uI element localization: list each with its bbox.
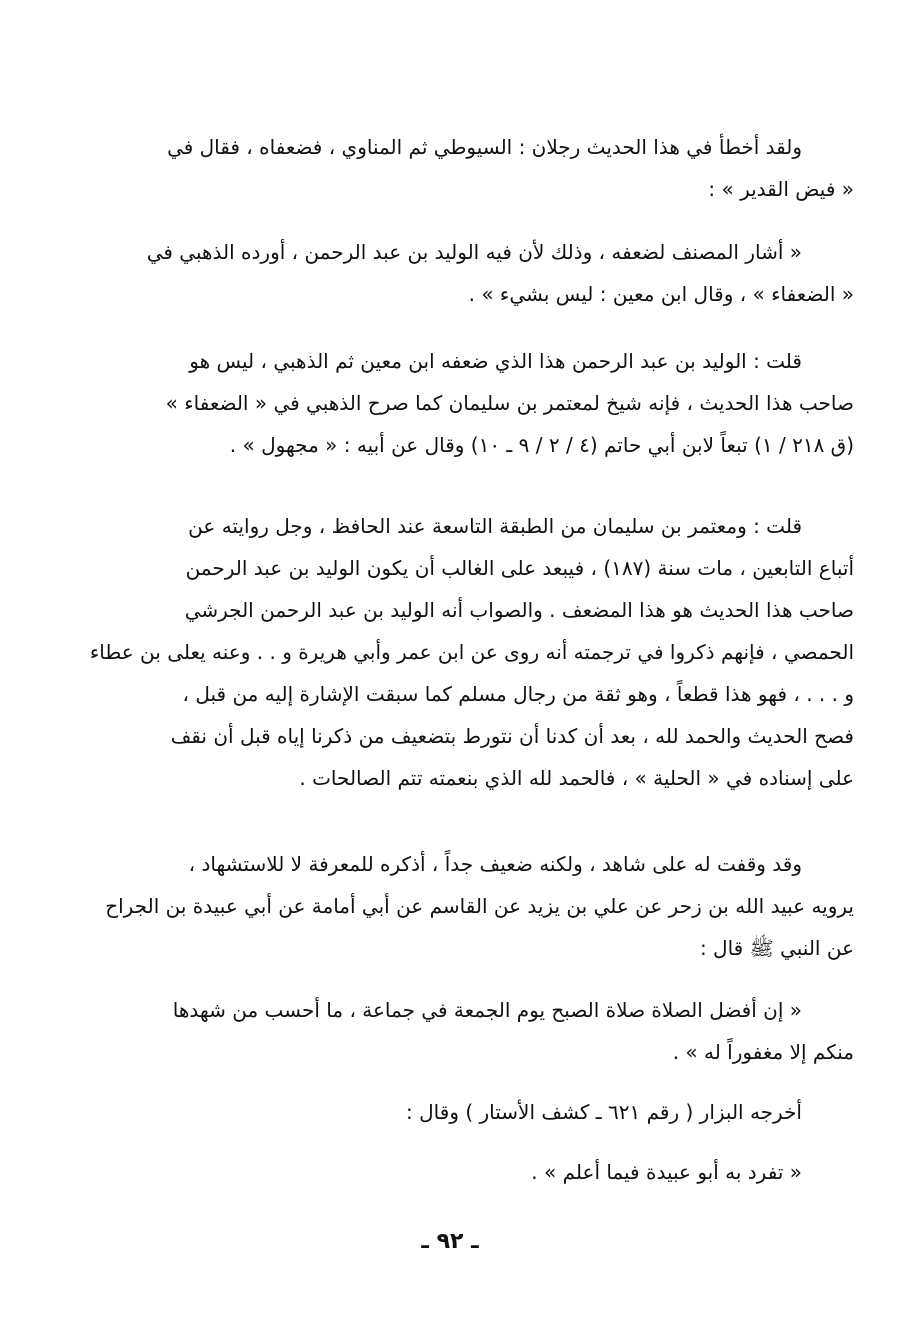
paragraph-7-takhrij [46,1091,854,1133]
paragraph-line: ولقد أخطأ في هذا الحديث رجلان : السيوطي ثم المناوي ، فضعفاه ، فقال في [167,135,802,159]
paragraph-line: « أشار المصنف لضعفه ، وذلك لأن فيه الوليد بن عبد الرحمن ، أورده الذهبي في [146,240,802,264]
paragraph-line: يرويه عبيد الله بن زحر عن علي بن يزيد عن القاسم عن أبي أمامة عن أبي عبيدة بن الجراح [105,894,854,918]
page-number: ـ ٩٢ ـ [421,1229,479,1254]
paragraph-line: (ق ٢١٨ / ١) تبعاً لابن أبي حاتم (٤ / ٢ / ٩ ـ ١٠) وقال عن أبيه : « مجهول » . [229,433,854,457]
paragraph-line: الحمصي ، فإنهم ذكروا في ترجمته أنه روى عن ابن عمر وأبي هريرة و . . وعنه يعلى بن عطاء [89,640,854,664]
paragraph-line: قلت : الوليد بن عبد الرحمن هذا الذي ضعفه ابن معين ثم الذهبي ، ليس هو [189,349,802,373]
paragraph-8-quote [46,1151,854,1193]
paragraph-2-quote [46,231,854,315]
paragraph-line: « إن أفضل الصلاة صلاة الصبح يوم الجمعة في جماعة ، ما أحسب من شهدها [172,998,802,1022]
paragraph-line: صاحب هذا الحديث ، فإنه شيخ لمعتمر بن سليمان كما صرح الذهبي في « الضعفاء » [165,391,854,415]
paragraph-line: و . . . ، فهو هذا قطعاً ، وهو ثقة من رجال مسلم كما سبقت الإشارة إليه من قبل ، [182,682,854,706]
paragraph-line: أخرجه البزار ( رقم ٦٢١ ـ كشف الأستار ) وقال : [406,1100,802,1124]
paragraph-line: عن النبي ﷺ قال : [699,936,854,960]
paragraph-6-hadith [46,989,854,1073]
paragraph-line: « الضعفاء » ، وقال ابن معين : ليس بشيء » . [468,282,854,306]
paragraph-4 [46,505,854,799]
paragraph-line: وقد وقفت له على شاهد ، ولكنه ضعيف جداً ، أذكره للمعرفة لا للاستشهاد ، [188,852,802,876]
paragraph-5 [46,843,854,969]
paragraph-line: على إسناده في « الحلية » ، فالحمد لله الذي بنعمته تتم الصالحات . [299,766,854,790]
paragraph-line: قلت : ومعتمر بن سليمان من الطبقة التاسعة عند الحافظ ، وجل روايته عن [188,514,802,538]
paragraph-line: صاحب هذا الحديث هو هذا المضعف . والصواب أنه الوليد بن عبد الرحمن الجرشي [184,598,854,622]
paragraph-line: فصح الحديث والحمد لله ، بعد أن كدنا أن نتورط بتضعيف من ذكرنا إياه قبل أن نقف [170,724,854,748]
paragraph-line: « تفرد به أبو عبيدة فيما أعلم » . [531,1160,802,1184]
paragraph-3 [46,340,854,466]
paragraph-line: منكم إلا مغفوراً له » . [672,1040,854,1064]
paragraph-line: « فيض القدير » : [708,177,854,201]
paragraph-line: أتباع التابعين ، مات سنة (١٨٧) ، فيبعد على الغالب أن يكون الوليد بن عبد الرحمن [185,556,854,580]
paragraph-1 [46,126,854,210]
